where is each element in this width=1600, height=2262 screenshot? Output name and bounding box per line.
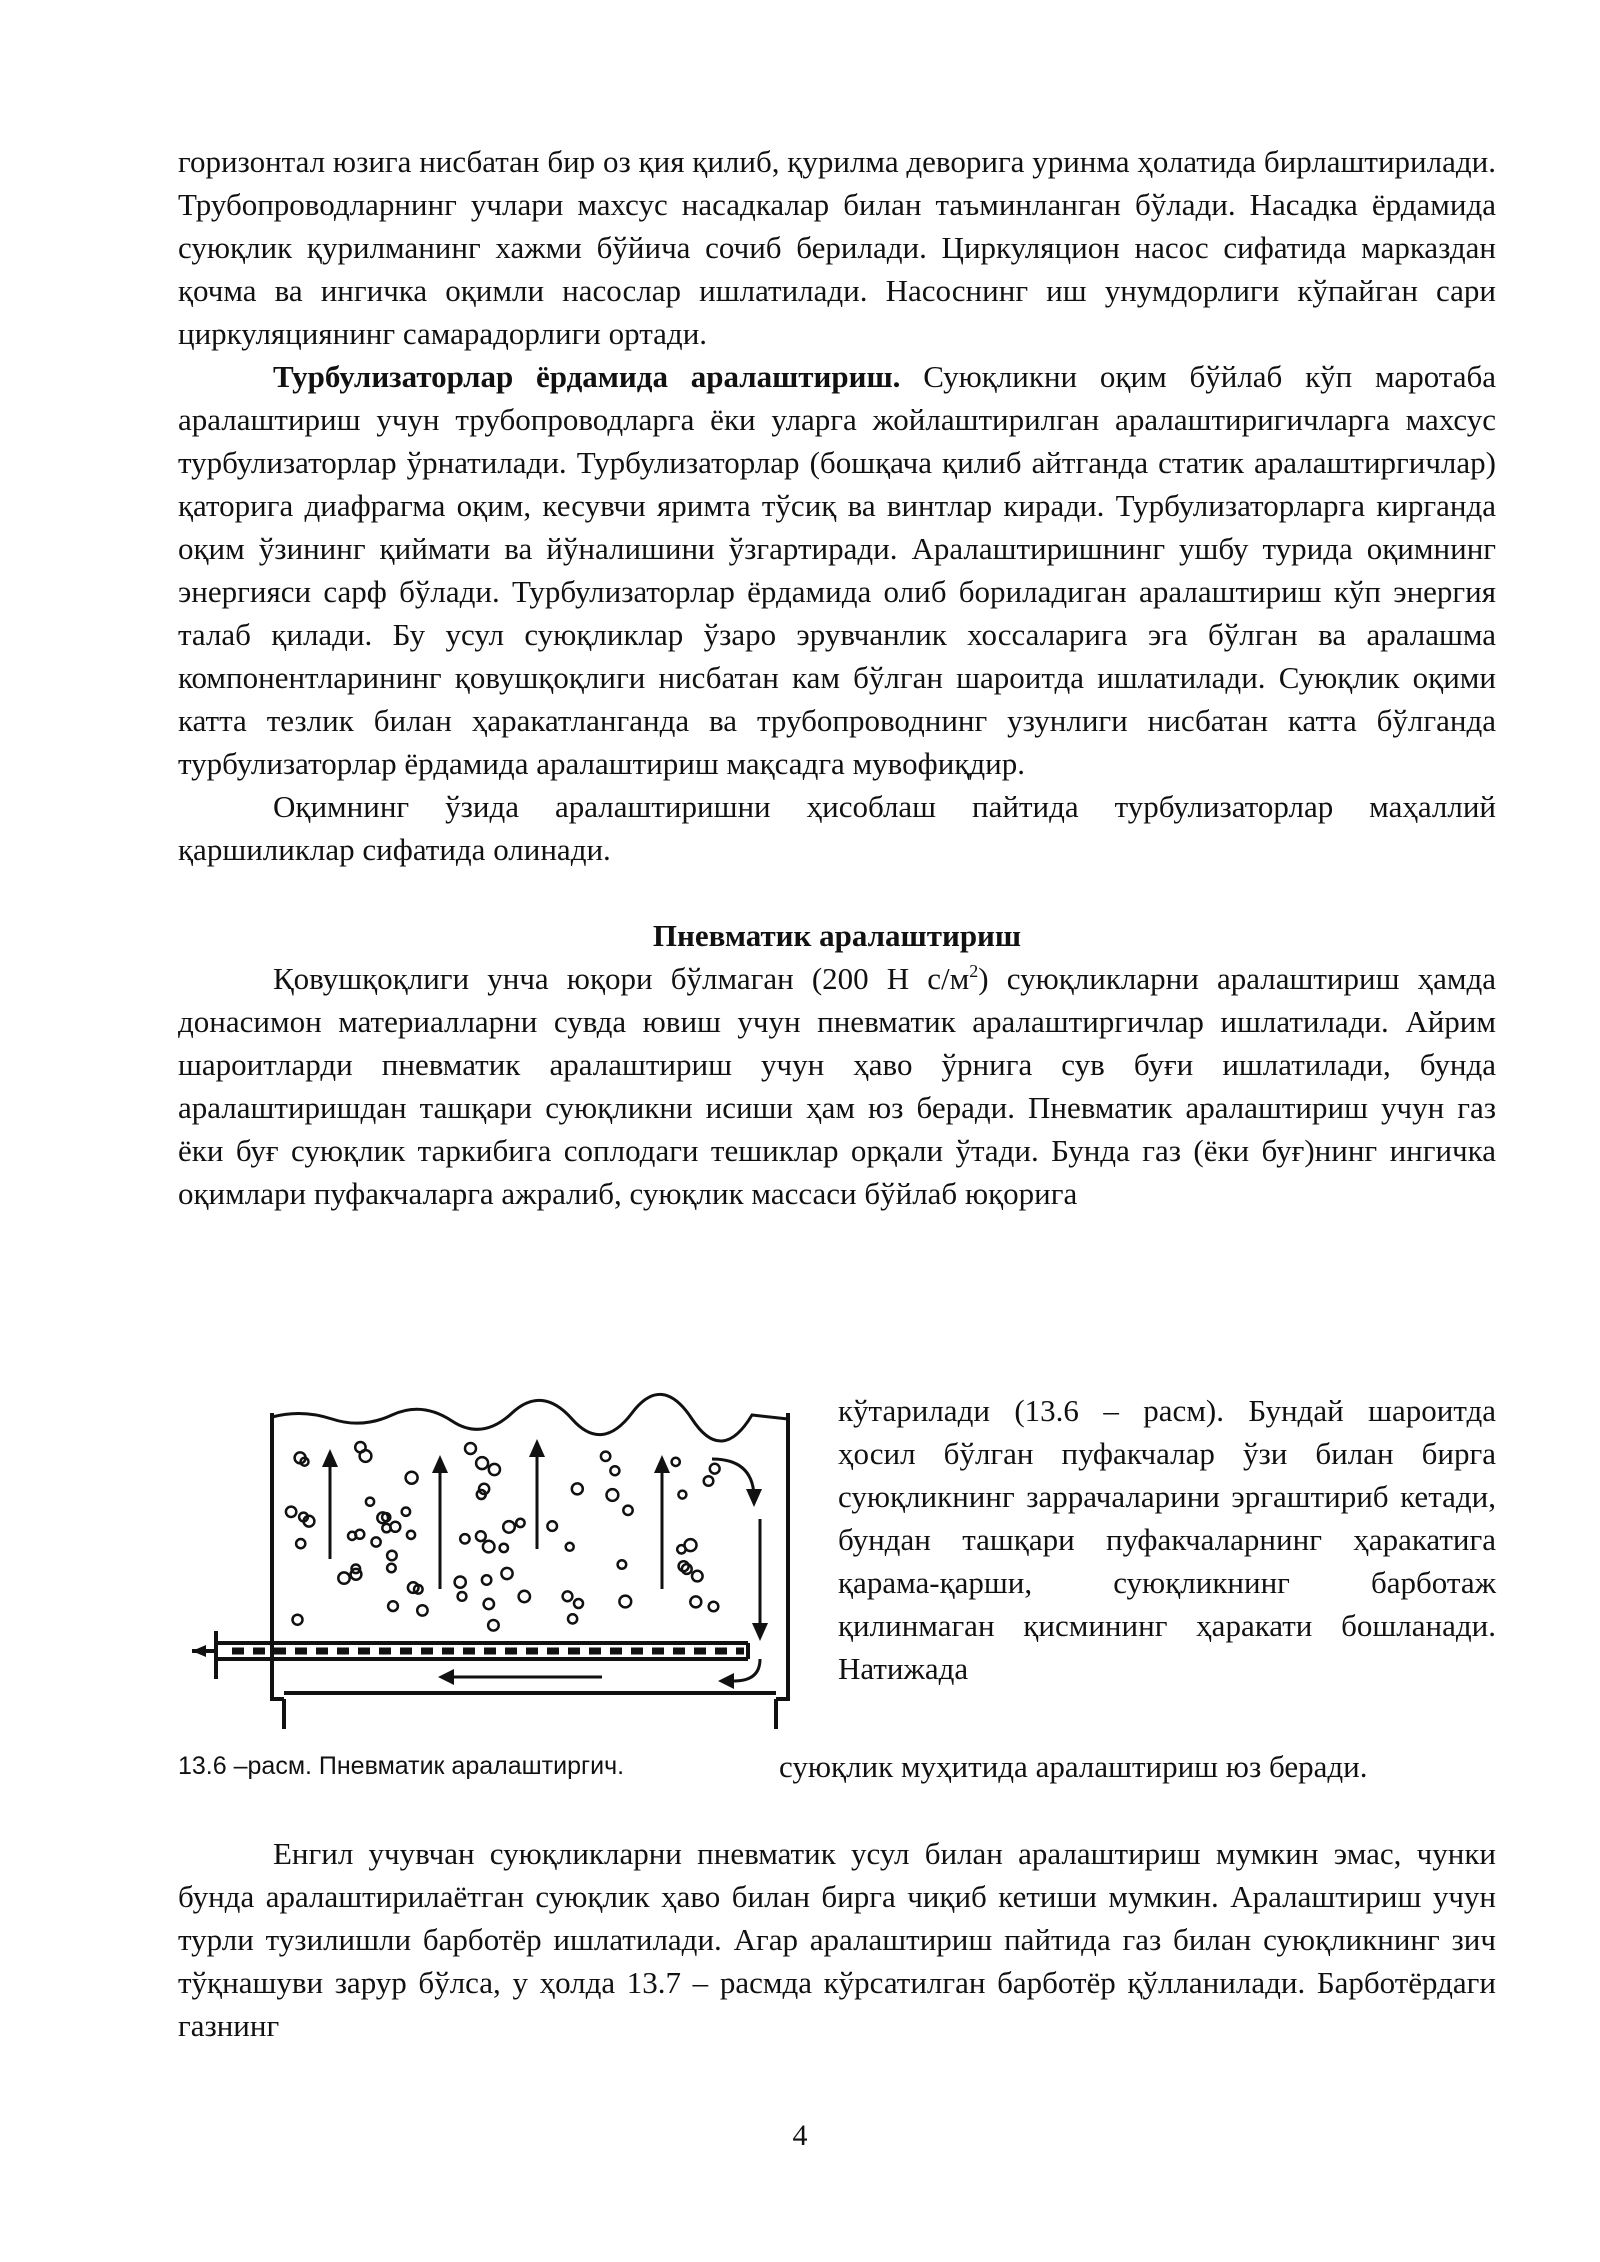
bubble	[678, 1491, 686, 1499]
bubble	[563, 1591, 573, 1601]
pneumatic-text-b: ) суюқликларни аралаштириш ҳамда донасимон материалларни сувда ювиш учун пневматик аралаштиргичлар ишлатилади. Айрим шароитларди пневматик аралаштириш учун ҳаво ўрнига сув буғи ишлатилади, бунда аралаштиришдан ташқари суюқликни исиши ҳам юз беради. Пневматик аралаштириш учун газ ёки буғ суюқлик таркибига соплодаги тешиклар орқали ўтади. Бунда газ (ёки буғ)нинг ингичка оқимлари пуфакчаларга ажралиб, суюқлик массаси бўйлаб юқорига	[178, 961, 1496, 1211]
bubble	[455, 1577, 466, 1588]
bubble	[601, 1452, 610, 1461]
liquid-surface	[272, 1394, 788, 1441]
figure-block	[178, 1389, 1496, 1789]
vessel-bottom	[284, 1693, 776, 1729]
paragraph-volatile-liquids: Енгил учувчан суюқликларни пневматик усул билан аралаштириш мумкин эмас, чунки бунда аралаштирилаётган суюқлик ҳаво билан бирга чиқиб кетиши мумкин. Аралаштириш учун турли тузилишли барботёр ишлатилади. Агар аралаштириш пайтида газ билан суюқликнинг зич тўқнашуви зарур бўлса, у ҳолда 13.7 – расмда кўрсатилган барботёр қўлланилади. Барботёрдаги газнинг	[178, 1836, 1496, 2043]
bubble	[618, 1560, 627, 1569]
bubble	[286, 1507, 296, 1517]
paragraph-circulation: горизонтал юзига нисбатан бир оз қия қилиб, қурилма деворига уринма ҳолатида бирлаштирилади. Трубопроводларнинг учлари махсус насадкалар билан таъминланган бўлади. Насадка ёрдамида суюқлик қурилманинг хажми бўйича сочиб берилади. Циркуляцион насос сифатида марказдан қочма ва ингичка оқимли насослар ишлатилади. Насоснинг иш унумдорлиги кўпайган сари циркуляциянинг самарадорлиги ортади.	[178, 144, 1496, 351]
superscript-2: 2	[969, 961, 979, 981]
bubble	[338, 1572, 349, 1583]
bubble	[516, 1519, 524, 1527]
bubble	[690, 1596, 701, 1607]
bubble	[610, 1466, 619, 1475]
turbulizers-subheading: Турбулизаторлар ёрдамида аралаштириш.	[273, 359, 901, 394]
paragraph-pneumatic	[178, 957, 1496, 1215]
bubble	[488, 1620, 499, 1631]
vessel-right-wall	[776, 1413, 788, 1699]
bubble	[417, 1605, 427, 1615]
bubble	[293, 1615, 303, 1625]
bubble	[503, 1521, 515, 1533]
turbulizers-text: Суюқликни оқим бўйлаб кўп маротаба аралаштириш учун трубопроводларга ёки уларга жойлаштирилган аралаштиригичларга махсус турбулизаторлар ўрнатилади. Турбулизаторлар (бошқача қилиб айтганда статик аралаштиргичлар) қаторига диафрагма оқим, кесувчи яримта тўсиқ ва винтлар киради. Турбулизаторларга кирганда оқим ўзининг қиймати ва йўналишини ўзгартиради. Аралаштиришнинг ушбу турида оқимнинг энергияси сарф бўлади. Турбулизаторлар ёрдамида олиб бориладиган аралаштириш кўп энергия талаб қилади. Бу усул суюқликлар ўзаро эрувчанлик хоссаларига эга бўлган ва аралашма компонентларининг қовушқоқлиги нисбатан кам бўлган шароитда ишлатилади. Суюқлик оқими катта тезлик билан ҳаракатланганда ва трубопроводнинг узунлиги нисбатан катта бўлганда турбулизаторлар ёрдамида аралаштириш мақсадга мувофиқдир.	[178, 359, 1497, 781]
bubble	[484, 1599, 494, 1609]
bubble	[677, 1545, 685, 1553]
pneumatic-text-a: Қовушқоқлиги унча юқори бўлмаган (200 Н с/м	[273, 961, 970, 996]
paragraph-local-resistance: Оқимнинг ўзида аралаштиришни ҳисоблаш пайтида турбулизаторлар маҳаллий қаршиликлар сифатида олинади.	[178, 789, 1496, 867]
bubble	[519, 1591, 530, 1602]
bubble	[407, 1531, 415, 1539]
bubble	[568, 1614, 577, 1623]
bubble	[387, 1551, 397, 1561]
bubble	[402, 1508, 410, 1516]
section-heading: Пневматик аралаштириш	[652, 918, 1022, 953]
bubble	[483, 1541, 495, 1553]
vessel-left-wall	[272, 1413, 284, 1699]
bubble	[482, 1575, 491, 1584]
page-number: 4	[792, 2119, 808, 2152]
bubble	[460, 1534, 469, 1543]
bubble	[623, 1506, 632, 1515]
bubble	[372, 1537, 381, 1546]
bubble	[607, 1489, 619, 1501]
bubble	[574, 1599, 583, 1608]
bubble	[406, 1472, 418, 1484]
bubble	[710, 1464, 720, 1474]
bubble	[692, 1571, 703, 1582]
bubble	[366, 1498, 374, 1506]
paragraph-turbulizers	[178, 355, 1496, 785]
bubble	[704, 1476, 714, 1486]
bubble	[476, 1457, 488, 1469]
inlet-arrowhead	[192, 1645, 206, 1657]
figure-caption: 13.6 –расм. Пневматик аралаштиргич.	[178, 1752, 625, 1780]
bubble-field	[286, 1442, 720, 1631]
pneumatic-mixer-figure	[192, 1389, 792, 1749]
bubble	[547, 1521, 557, 1531]
bubble	[388, 1601, 398, 1611]
bubble	[672, 1458, 680, 1466]
bubble	[501, 1568, 512, 1579]
paragraph-figure-text: кўтарилади (13.6 – расм). Бундай шароитда ҳосил бўлган пуфакчалар ўзи билан бирга суюқликнинг заррачаларини эргаштириб кетади, бундан ташқари пуфакчаларнинг ҳаракатига қарама-қарши, суюқликнинг барботаж қилинмаган қисмининг ҳаракати бошланади. Натижада	[838, 1393, 1496, 1686]
bubble	[355, 1442, 365, 1452]
bubble	[489, 1464, 500, 1475]
bubble	[619, 1596, 631, 1608]
figure-text-last-line: суюқлик муҳитида аралаштириш юз беради.	[779, 1749, 1368, 1784]
bubble	[476, 1531, 486, 1541]
bubble	[390, 1522, 400, 1532]
bubble	[296, 1539, 305, 1548]
bubble	[387, 1564, 396, 1573]
bubble	[500, 1544, 508, 1552]
body-top	[178, 140, 1496, 1215]
bubble	[572, 1483, 583, 1494]
body-bottom	[178, 1832, 1496, 2047]
bubble	[566, 1543, 574, 1551]
bubble	[458, 1592, 467, 1601]
bubble	[465, 1443, 476, 1454]
bubble	[382, 1513, 390, 1521]
bubble	[709, 1602, 719, 1612]
